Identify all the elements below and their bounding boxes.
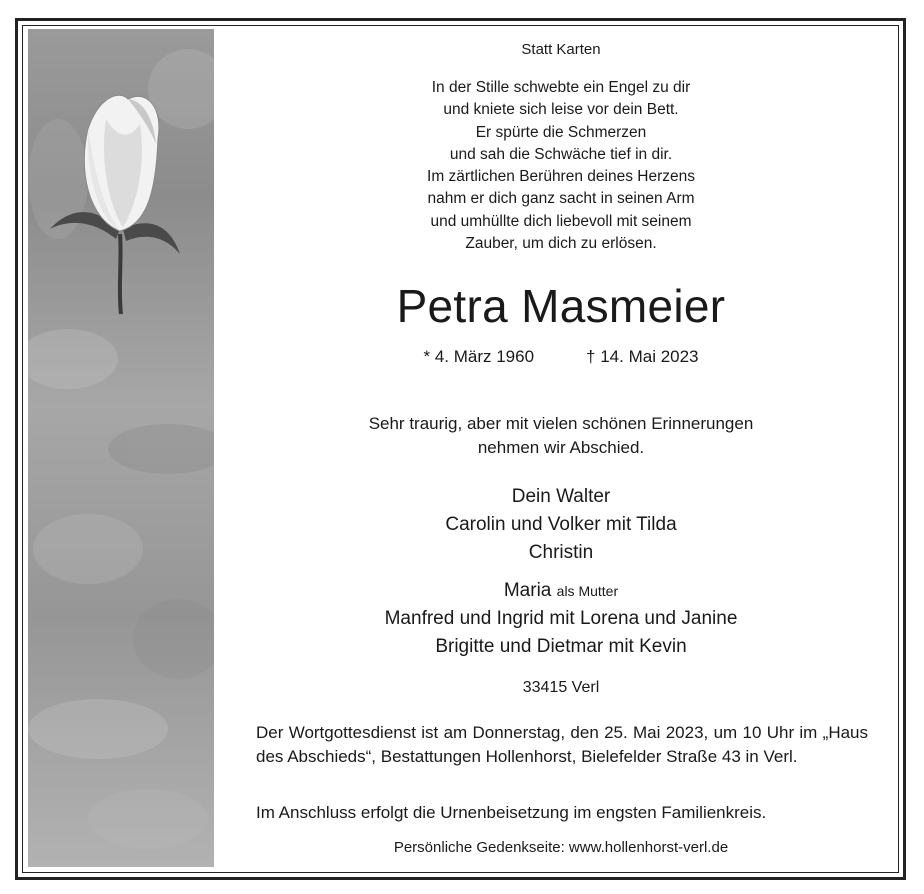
notice-content (214, 29, 908, 867)
family-line: Christin (528, 542, 594, 563)
family-line: Manfred und Ingrid mit Lorena und Janine (384, 608, 738, 629)
poem-line: nahm er dich ganz sacht in seinen Arm (427, 190, 695, 208)
farewell-text (214, 412, 908, 460)
poem-line: und kniete sich leise vor dein Bett. (443, 101, 679, 119)
poem-line: und umhüllte dich liebevoll mit seinem (430, 212, 692, 230)
burial-info: Im Anschluss erfolgt die Urnenbeisetzung im engsten Familienkreis. (256, 803, 767, 822)
rose-image-panel (28, 29, 214, 867)
family-line: Carolin und Volker mit Tilda (445, 514, 677, 535)
mother-name: Maria (503, 580, 552, 601)
deceased-name: Petra Masmeier (396, 280, 726, 332)
poem-line: und sah die Schwäche tief in dir. (449, 145, 673, 163)
service-info: Der Wortgottesdienst ist am Donnerstag, den 25. Mai 2023, um 10 Uhr im „Haus des Abschieds“, Bestattungen Hollenhorst, Bielefelder Straße 43 in Verl. (256, 723, 868, 766)
poem (214, 77, 908, 255)
poem-line: Zauber, um dich zu erlösen. (465, 235, 657, 253)
poem-line: Im zärtlichen Berühren deines Herzens (427, 168, 695, 186)
family-core (214, 483, 908, 567)
family-line: Brigitte und Dietmar mit Kevin (435, 636, 687, 657)
mother-role: als Mutter (556, 583, 619, 599)
death-date: † 14. Mai 2023 (586, 347, 699, 366)
farewell-line: nehmen wir Abschied. (477, 438, 645, 457)
city: 33415 Verl (522, 679, 600, 696)
family-mother-line (214, 577, 908, 605)
life-dates (214, 347, 908, 367)
poem-line: In der Stille schwebte ein Engel zu dir (431, 79, 691, 96)
header-statt-karten: Statt Karten (521, 41, 601, 58)
family-extended (214, 577, 908, 661)
farewell-line: Sehr traurig, aber mit vielen schönen Erinnerungen (368, 414, 754, 433)
rose-bud-icon (28, 29, 214, 867)
memorial-link[interactable]: Persönliche Gedenkseite: www.hollenhorst-verl.de (393, 839, 729, 856)
family-line: Dein Walter (511, 486, 611, 507)
birth-date: * 4. März 1960 (423, 347, 535, 366)
poem-line: Er spürte die Schmerzen (475, 123, 647, 141)
